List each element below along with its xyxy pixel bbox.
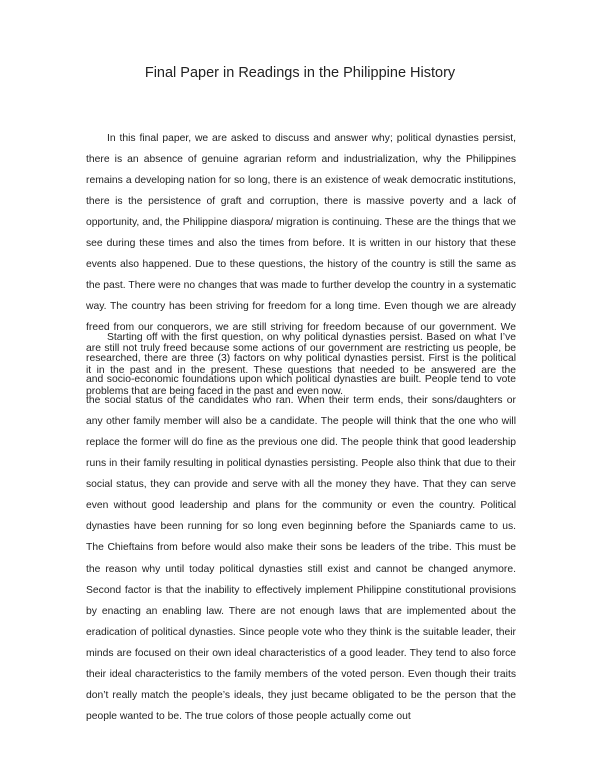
page-title: Final Paper in Readings in the Philippine History — [144, 65, 456, 81]
paragraph-intro: In this final paper, we are asked to discuss and answer why; political dynasties persist, there is an absence of genuine agrarian reform and industrialization, why the Philippines remains a developing nation for so long, there is an existence of weak democratic institutions, there is the persistence of graft and corruption, there is massive poverty and a lack of opportunity, and, the Philippine diaspora/ migration is continuing. These are the things that we see during these times and also the times from before. It is written in our history that these events also happened. Due to these questions, the history of the country is still the same as the past. There were no changes that was made to further develop the country in a systematic way. The country has been striving for freedom for a long time. Even though we are already freed from our conquerors, we are still striving for freedom because of our government. We are still not truly freed because some actions of our government are restricting us people, be it in the past and in the present. These questions that needed to be answered are the problems that are being faced in the past and even now. — [86, 133, 516, 397]
paragraph-political-dynasties: Starting off with the first question, on why political dynasties persist. Based on what I’ve researched, there are three (3) factors on why political dynasties persist. First is the political and socio-economic foundations upon which political dynasties are built. People tend to vote the social status of the candidates who ran. When their term ends, their sons/daughters or any other family member will also be a candidate. The people will think that the one who will replace the former will do fine as the previous one did. The people think that good leadership runs in their family resulting in political dynasties persisting. People also think that due to their social status, they can provide and serve with all the money they have. That they can serve even without good leadership and plans for the community or even the country. Political dynasties have been running for so long even beginning before the Spaniards came to us. The Chieftains from before would also make their sons be leaders of the tribe. This must be the reason why until today political dynasties still exist and cannot be changed anymore. Second factor is that the inability to effectively implement Philippine constitutional provisions by enacting an enabling law. There are not enough laws that are implemented about the eradication of political dynasties. Since people vote who they think is the suitable leader, their minds are focused on their own ideal characteristics of a good leader. They tend to also force their ideal characteristics to the family members of the voted person. Even though their traits don’t really match the people’s ideals, they just became obligated to be the person that the people wanted to be. The true colors of those people actually come out — [86, 332, 516, 722]
